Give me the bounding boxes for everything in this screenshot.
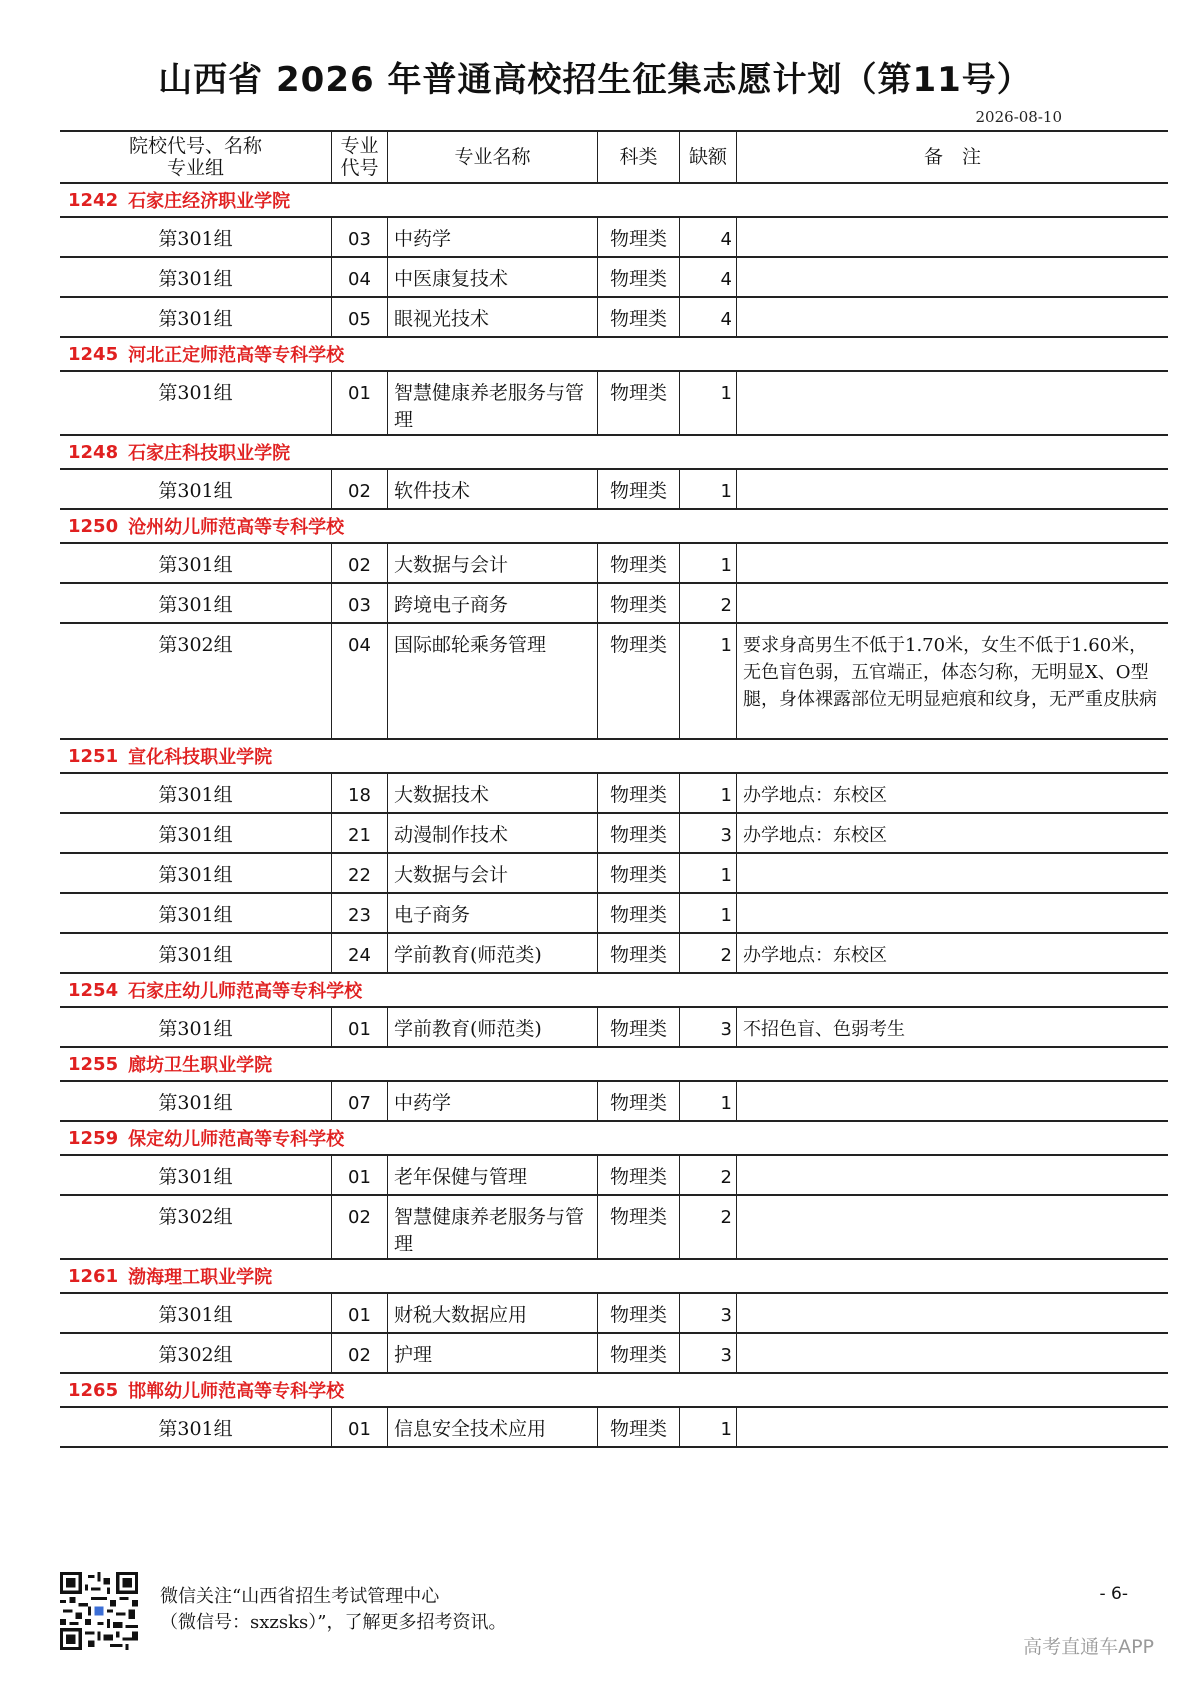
major-code-cell: 23 <box>331 894 387 932</box>
note-cell <box>736 1156 1168 1194</box>
header-school-group <box>60 132 331 182</box>
major-name-cell: 护理 <box>387 1334 597 1372</box>
major-name-cell: 智慧健康养老服务与管理 <box>387 372 597 434</box>
note-cell <box>736 1408 1168 1446</box>
note-cell: 办学地点：东校区 <box>736 814 1168 852</box>
note-cell <box>736 1294 1168 1332</box>
header-group-label: 专业组 <box>166 157 224 179</box>
footer-line-2: （微信号：sxzsks）”，了解更多招考资讯。 <box>160 1612 507 1633</box>
quota-cell: 1 <box>679 894 736 932</box>
group-cell: 第301组 <box>158 594 233 616</box>
group-cell: 第301组 <box>158 1018 233 1040</box>
category-cell: 物理类 <box>597 218 679 256</box>
category-cell: 物理类 <box>597 1408 679 1446</box>
major-name-cell: 学前教育(师范类) <box>387 1008 597 1046</box>
table-row <box>60 1294 1168 1334</box>
quota-cell: 4 <box>679 218 736 256</box>
quota-cell: 1 <box>679 470 736 508</box>
major-code-cell: 02 <box>331 1334 387 1372</box>
major-code-cell: 01 <box>331 1408 387 1446</box>
school-header <box>60 740 1168 774</box>
major-name-cell: 中药学 <box>387 218 597 256</box>
major-name-cell: 学前教育(师范类) <box>387 934 597 972</box>
quota-cell: 4 <box>679 298 736 336</box>
major-code-cell: 07 <box>331 1082 387 1120</box>
school-name: 宣化科技职业学院 <box>128 747 273 768</box>
quota-cell: 4 <box>679 258 736 296</box>
group-cell: 第301组 <box>158 1166 233 1188</box>
category-cell: 物理类 <box>597 1294 679 1332</box>
major-code-cell: 03 <box>331 218 387 256</box>
major-code-cell: 01 <box>331 1156 387 1194</box>
category-cell: 物理类 <box>597 774 679 812</box>
table-row <box>60 1082 1168 1122</box>
major-code-cell: 24 <box>331 934 387 972</box>
note-cell <box>736 854 1168 892</box>
category-cell: 物理类 <box>597 1082 679 1120</box>
school-header <box>60 436 1168 470</box>
school-name: 保定幼儿师范高等专科学校 <box>128 1129 345 1150</box>
school-header <box>60 1122 1168 1156</box>
major-name-cell: 大数据技术 <box>387 774 597 812</box>
table-row <box>60 470 1168 510</box>
school-name: 沧州幼儿师范高等专科学校 <box>128 517 345 538</box>
school-name: 石家庄科技职业学院 <box>128 443 291 464</box>
table-row <box>60 1156 1168 1196</box>
group-cell: 第301组 <box>158 1418 233 1440</box>
school-code: 1261 <box>68 1265 119 1287</box>
school-header <box>60 184 1168 218</box>
major-code-cell: 21 <box>331 814 387 852</box>
footer <box>60 1572 1168 1662</box>
school-header <box>60 1374 1168 1408</box>
note-cell <box>736 584 1168 622</box>
major-name-cell: 电子商务 <box>387 894 597 932</box>
note-cell <box>736 298 1168 336</box>
school-name: 廊坊卫生职业学院 <box>128 1055 273 1076</box>
table-row <box>60 218 1168 258</box>
header-note: 备 注 <box>736 132 1168 182</box>
group-cell: 第301组 <box>158 228 233 250</box>
table-row <box>60 1196 1168 1260</box>
school-code: 1254 <box>68 979 119 1001</box>
major-code-cell: 01 <box>331 1008 387 1046</box>
category-cell: 物理类 <box>597 1008 679 1046</box>
school-header <box>60 974 1168 1008</box>
table-body <box>60 184 1168 1448</box>
table-row <box>60 1408 1168 1448</box>
school-code: 1250 <box>68 515 119 537</box>
note-cell <box>736 218 1168 256</box>
quota-cell: 3 <box>679 1334 736 1372</box>
quota-cell: 3 <box>679 1294 736 1332</box>
major-code-cell: 02 <box>331 544 387 582</box>
note-cell <box>736 544 1168 582</box>
group-cell: 第301组 <box>158 308 233 330</box>
major-name-cell: 老年保健与管理 <box>387 1156 597 1194</box>
group-cell: 第301组 <box>158 480 233 502</box>
table-row <box>60 372 1168 436</box>
note-cell <box>736 894 1168 932</box>
group-cell: 第301组 <box>158 864 233 886</box>
note-cell <box>736 1082 1168 1120</box>
group-cell: 第302组 <box>158 634 233 656</box>
group-cell: 第301组 <box>158 944 233 966</box>
table-row <box>60 894 1168 934</box>
major-name-cell: 眼视光技术 <box>387 298 597 336</box>
watermark: 高考直通车APP <box>1023 1636 1154 1658</box>
page-title: 山西省 2026 年普通高校招生征集志愿计划（第11号） <box>158 60 1032 100</box>
major-name-cell: 跨境电子商务 <box>387 584 597 622</box>
major-code-cell: 03 <box>331 584 387 622</box>
school-name: 渤海理工职业学院 <box>128 1267 273 1288</box>
quota-cell: 2 <box>679 1156 736 1194</box>
major-code-cell: 04 <box>331 624 387 738</box>
group-cell: 第301组 <box>158 1304 233 1326</box>
table-row <box>60 258 1168 298</box>
school-code: 1265 <box>68 1379 119 1401</box>
school-name: 石家庄幼儿师范高等专科学校 <box>128 981 363 1002</box>
school-header <box>60 510 1168 544</box>
header-major-code-line1: 专业 <box>340 135 379 157</box>
quota-cell: 1 <box>679 1082 736 1120</box>
category-cell: 物理类 <box>597 298 679 336</box>
major-code-cell: 02 <box>331 470 387 508</box>
note-cell <box>736 1196 1168 1258</box>
major-name-cell: 智慧健康养老服务与管理 <box>387 1196 597 1258</box>
category-cell: 物理类 <box>597 624 679 738</box>
group-cell: 第301组 <box>158 268 233 290</box>
category-cell: 物理类 <box>597 814 679 852</box>
note-cell: 办学地点：东校区 <box>736 774 1168 812</box>
header-school-label: 院校代号、名称 <box>128 135 262 157</box>
major-code-cell: 05 <box>331 298 387 336</box>
quota-cell: 1 <box>679 854 736 892</box>
group-cell: 第301组 <box>158 554 233 576</box>
major-name-cell: 信息安全技术应用 <box>387 1408 597 1446</box>
header-major-code <box>331 132 387 182</box>
table-row <box>60 854 1168 894</box>
school-code: 1251 <box>68 745 119 767</box>
note-cell <box>736 372 1168 434</box>
quota-cell: 3 <box>679 1008 736 1046</box>
group-cell: 第301组 <box>158 904 233 926</box>
note-cell <box>736 258 1168 296</box>
note-cell: 要求身高男生不低于1.70米，女生不低于1.60米，无色盲色弱，五官端正，体态匀称，无明显X、O型腿，身体裸露部位无明显疤痕和纹身，无严重皮肤病 <box>736 624 1168 738</box>
category-cell: 物理类 <box>597 854 679 892</box>
school-name: 邯郸幼儿师范高等专科学校 <box>128 1381 345 1402</box>
table-row <box>60 544 1168 584</box>
school-header <box>60 338 1168 372</box>
school-code: 1255 <box>68 1053 119 1075</box>
major-code-cell: 01 <box>331 1294 387 1332</box>
header-quota: 缺额 <box>679 132 736 182</box>
quota-cell: 1 <box>679 372 736 434</box>
table-row <box>60 624 1168 740</box>
school-name: 河北正定师范高等专科学校 <box>128 345 345 366</box>
major-code-cell: 04 <box>331 258 387 296</box>
table-row <box>60 814 1168 854</box>
major-code-cell: 22 <box>331 854 387 892</box>
major-name-cell: 中医康复技术 <box>387 258 597 296</box>
quota-cell: 1 <box>679 774 736 812</box>
footer-line-1: 微信关注“山西省招生考试管理中心 <box>160 1586 440 1607</box>
category-cell: 物理类 <box>597 544 679 582</box>
table-row <box>60 774 1168 814</box>
school-code: 1242 <box>68 189 119 211</box>
school-code: 1245 <box>68 343 119 365</box>
category-cell: 物理类 <box>597 894 679 932</box>
footer-text <box>160 1584 506 1636</box>
major-name-cell: 软件技术 <box>387 470 597 508</box>
table-row <box>60 1334 1168 1374</box>
note-cell: 不招色盲、色弱考生 <box>736 1008 1168 1046</box>
category-cell: 物理类 <box>597 1156 679 1194</box>
table-row <box>60 584 1168 624</box>
major-name-cell: 中药学 <box>387 1082 597 1120</box>
major-name-cell: 国际邮轮乘务管理 <box>387 624 597 738</box>
publish-date: 2026-08-10 <box>975 108 1062 126</box>
major-name-cell: 大数据与会计 <box>387 544 597 582</box>
header-major-code-line2: 代号 <box>340 157 379 179</box>
category-cell: 物理类 <box>597 470 679 508</box>
group-cell: 第302组 <box>158 1206 233 1228</box>
group-cell: 第301组 <box>158 784 233 806</box>
category-cell: 物理类 <box>597 372 679 434</box>
header-major-name: 专业名称 <box>387 132 597 182</box>
quota-cell: 2 <box>679 584 736 622</box>
quota-cell: 1 <box>679 544 736 582</box>
major-code-cell: 02 <box>331 1196 387 1258</box>
group-cell: 第302组 <box>158 1344 233 1366</box>
school-code: 1259 <box>68 1127 119 1149</box>
group-cell: 第301组 <box>158 1092 233 1114</box>
school-header <box>60 1260 1168 1294</box>
category-cell: 物理类 <box>597 1196 679 1258</box>
category-cell: 物理类 <box>597 258 679 296</box>
qr-code-icon <box>60 1572 138 1650</box>
quota-cell: 1 <box>679 1408 736 1446</box>
school-header <box>60 1048 1168 1082</box>
group-cell: 第301组 <box>158 382 233 404</box>
enrollment-table <box>60 130 1168 1448</box>
quota-cell: 1 <box>679 624 736 738</box>
group-cell: 第301组 <box>158 824 233 846</box>
header-category: 科类 <box>597 132 679 182</box>
note-cell <box>736 470 1168 508</box>
major-code-cell: 01 <box>331 372 387 434</box>
category-cell: 物理类 <box>597 934 679 972</box>
major-code-cell: 18 <box>331 774 387 812</box>
major-name-cell: 大数据与会计 <box>387 854 597 892</box>
quota-cell: 2 <box>679 934 736 972</box>
category-cell: 物理类 <box>597 1334 679 1372</box>
quota-cell: 3 <box>679 814 736 852</box>
school-name: 石家庄经济职业学院 <box>128 191 291 212</box>
note-cell <box>736 1334 1168 1372</box>
note-cell: 办学地点：东校区 <box>736 934 1168 972</box>
table-row <box>60 934 1168 974</box>
table-row <box>60 1008 1168 1048</box>
page-number: - 6- <box>1099 1584 1128 1604</box>
table-header <box>60 130 1168 184</box>
quota-cell: 2 <box>679 1196 736 1258</box>
major-name-cell: 财税大数据应用 <box>387 1294 597 1332</box>
major-name-cell: 动漫制作技术 <box>387 814 597 852</box>
category-cell: 物理类 <box>597 584 679 622</box>
table-row <box>60 298 1168 338</box>
school-code: 1248 <box>68 441 119 463</box>
